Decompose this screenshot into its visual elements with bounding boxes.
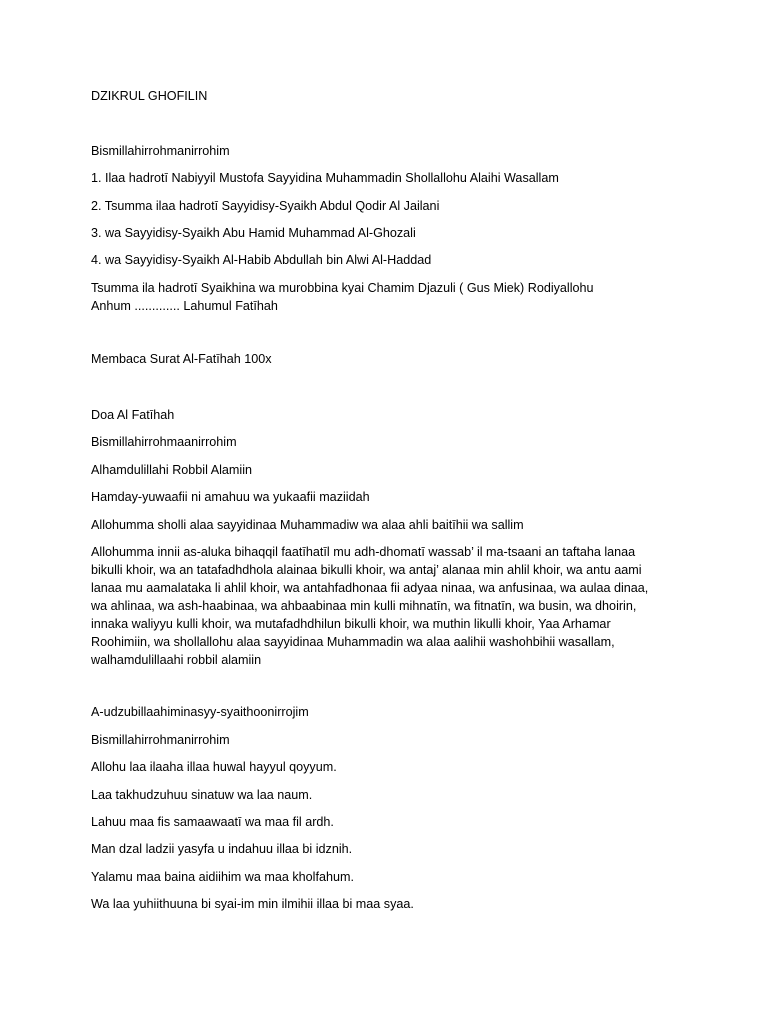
doa-prayer-line: bikulli khoir, wa an tatafadhdhola alainaa bikulli khoir, wa antaj’ alanaa min ahlil khoir, wa antu aami bbox=[91, 563, 642, 577]
intro-basmalah: Bismillahirrohmanirrohim bbox=[91, 144, 230, 158]
intro-closing-paragraph bbox=[91, 279, 691, 315]
doa-heading: Doa Al Fatīhah bbox=[91, 408, 175, 422]
doa-basmalah: Bismillahirrohmaanirrohim bbox=[91, 435, 237, 449]
doa-prayer-line: walhamdulillaahi robbil alamiin bbox=[91, 653, 262, 667]
ayat-kursi-basmalah: Bismillahirrohmanirrohim bbox=[91, 733, 230, 747]
ayat-kursi-verse-4: Man dzal ladzii yasyfa u indahuu illaa bi idznih. bbox=[91, 842, 353, 856]
doa-prayer-line: wa ahlinaa, wa ash-haabinaa, wa ahbaabinaa min kulli mihnatīn, wa fitnatīn, wa busin, wa dhoirin, bbox=[91, 599, 637, 613]
ayat-kursi-verse-2: Laa takhudzuhuu sinatuw wa laa naum. bbox=[91, 788, 313, 802]
doa-sholawat: Allohumma sholli alaa sayyidinaa Muhammadiw wa alaa ahli baitīhii wa sallim bbox=[91, 518, 524, 532]
doa-hamdalah: Alhamdulillahi Robbil Alamiin bbox=[91, 463, 253, 477]
doa-prayer-line: lanaa mu aamalataka li ahlil khoir, wa antahfadhonaa fii adyaa ninaa, wa anfusinaa, wa aulaa dinaa, bbox=[91, 581, 649, 595]
fatihah-instruction: Membaca Surat Al-Fatīhah 100x bbox=[91, 352, 272, 366]
doa-prayer-line: innaka waliyyu kulli khoir, wa mutafadhdhilun bikulli khoir, wa muthin likulli khoir, Yaa Arhamar bbox=[91, 617, 611, 631]
intro-item-4: 4. wa Sayyidisy-Syaikh Al-Habib Abdullah bin Alwi Al-Haddad bbox=[91, 253, 432, 267]
intro-closing-line: Tsumma ila hadrotī Syaikhina wa murobbina kyai Chamim Djazuli ( Gus Miek) Rodiyallohu bbox=[91, 281, 594, 295]
intro-closing-line: Anhum ............. Lahumul Fatīhah bbox=[91, 299, 278, 313]
doa-hamday: Hamday-yuwaafii ni amahuu wa yukaafii maziidah bbox=[91, 490, 370, 504]
doa-prayer-line: Allohumma innii as-aluka bihaqqil faatīhatīl mu adh-dhomatī wassab’ il ma-tsaani an taftaha lanaa bbox=[91, 545, 636, 559]
doa-prayer-line: Roohimiin, wa shollallohu alaa sayyidinaa Muhammadin wa alaa aalihii washohbihii wasallam, bbox=[91, 635, 615, 649]
ayat-kursi-taawudz: A-udzubillaahiminasyy-syaithoonirrojim bbox=[91, 705, 309, 719]
intro-item-2: 2. Tsumma ilaa hadrotī Sayyidisy-Syaikh Abdul Qodir Al Jailani bbox=[91, 199, 440, 213]
ayat-kursi-verse-3: Lahuu maa fis samaawaatī wa maa fil ardh. bbox=[91, 815, 334, 829]
ayat-kursi-verse-5: Yalamu maa baina aidiihim wa maa kholfahum. bbox=[91, 870, 354, 884]
doa-prayer-paragraph bbox=[91, 543, 691, 669]
intro-item-3: 3. wa Sayyidisy-Syaikh Abu Hamid Muhammad Al-Ghozali bbox=[91, 226, 416, 240]
intro-item-1: 1. Ilaa hadrotī Nabiyyil Mustofa Sayyidina Muhammadin Shollallohu Alaihi Wasallam bbox=[91, 171, 559, 185]
ayat-kursi-verse-6: Wa laa yuhiithuuna bi syai-im min ilmihii illaa bi maa syaa. bbox=[91, 897, 414, 911]
document-title: DZIKRUL GHOFILIN bbox=[91, 89, 208, 103]
ayat-kursi-verse-1: Allohu laa ilaaha illaa huwal hayyul qoyyum. bbox=[91, 760, 337, 774]
